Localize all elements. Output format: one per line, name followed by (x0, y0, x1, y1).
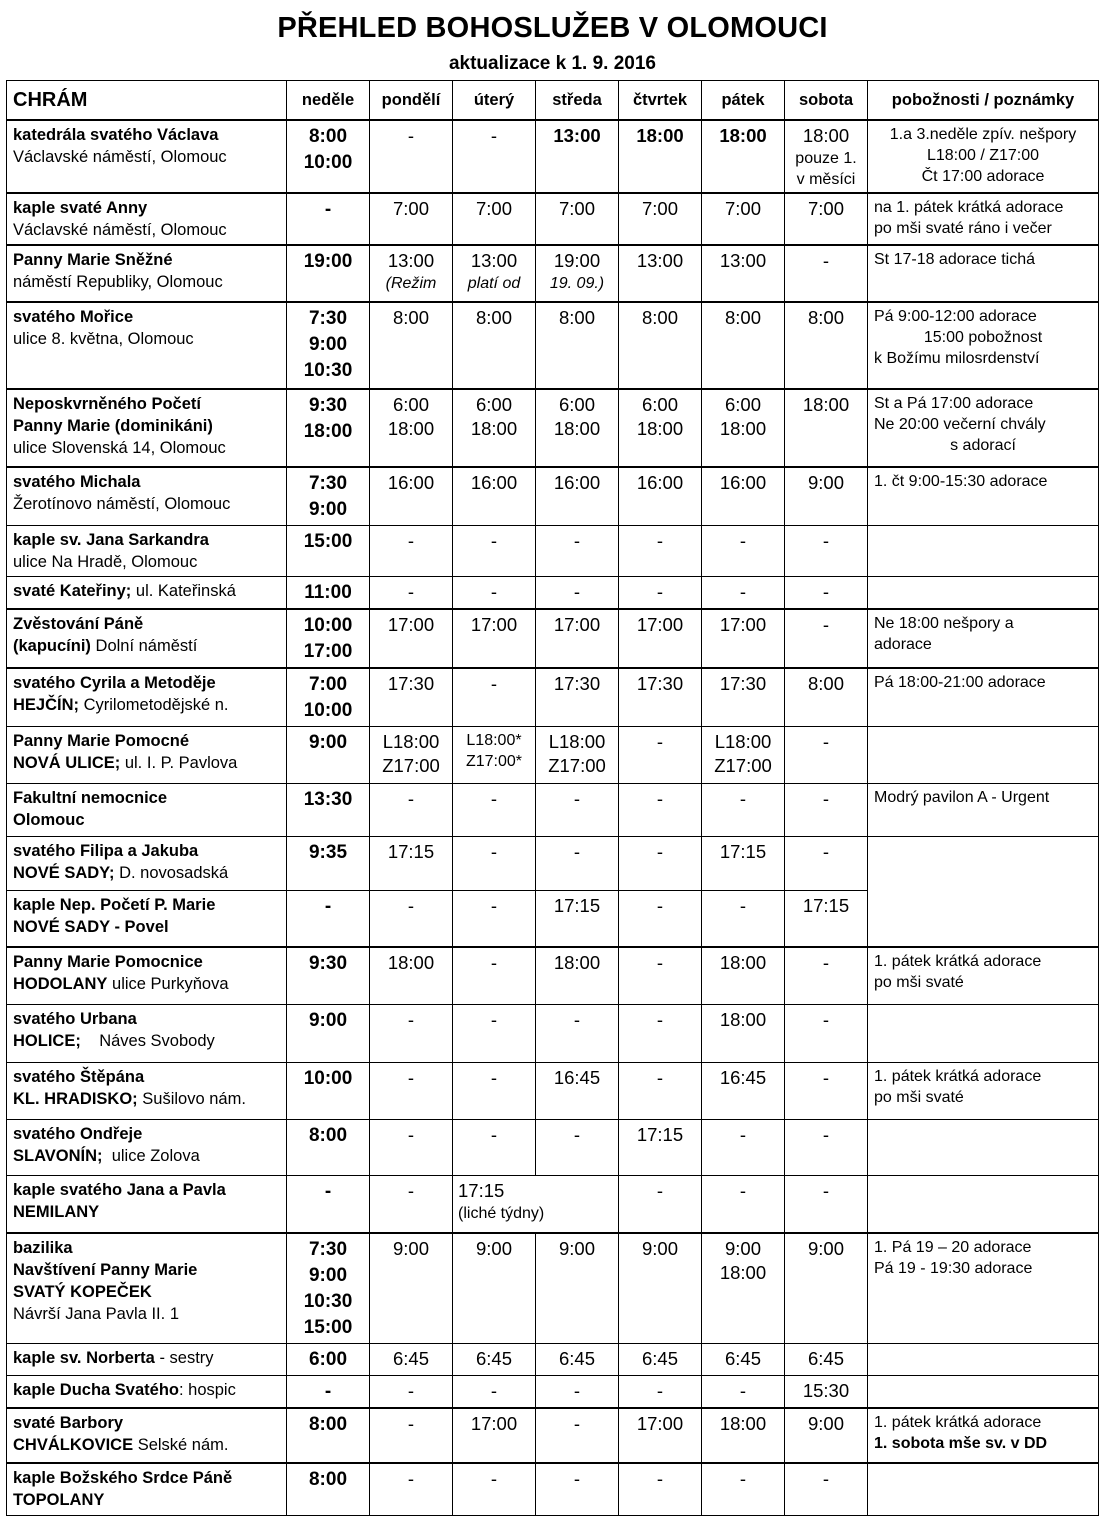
church-cell: svatého Mořice ulice 8. května, Olomouc (7, 302, 287, 389)
table-row (7, 1233, 1099, 1344)
sunday-cell: 11:00 (287, 577, 370, 610)
thursday-cell: 9:00 (619, 1233, 702, 1344)
tuesday-cell: 17:00 (453, 1408, 536, 1463)
monday-cell: - (370, 577, 453, 610)
monday-cell: 16:00 (370, 467, 453, 526)
monday-cell: - (370, 1463, 453, 1516)
sunday-cell: - (287, 1375, 370, 1408)
monday-cell: L18:00 Z17:00 (370, 727, 453, 784)
church-cell: svatého Ondřeje SLAVONÍN; ulice Zolova (7, 1120, 287, 1176)
monday-cell: - (370, 891, 453, 947)
notes-cell: 1. pátek krátká adorace 1. sobota mše sv. v DD (868, 1408, 1099, 1463)
sunday-cell: 9:35 (287, 837, 370, 891)
saturday-cell: - (785, 727, 868, 784)
wednesday-cell: 6:45 (536, 1343, 619, 1375)
friday-cell: 16:45 (702, 1063, 785, 1120)
header-friday: pátek (702, 81, 785, 121)
thursday-cell: - (619, 727, 702, 784)
sunday-cell: 7:30 9:00 10:30 (287, 302, 370, 389)
friday-cell: 17:30 (702, 668, 785, 727)
tuesday-wednesday-cell: 17:15 (liché týdny) (453, 1176, 619, 1233)
table-row (7, 193, 1099, 245)
thursday-cell: 6:45 (619, 1343, 702, 1375)
saturday-cell: 9:00 (785, 1233, 868, 1344)
tuesday-cell: - (453, 784, 536, 837)
wednesday-cell: 19:00 19. 09.) (536, 245, 619, 302)
wednesday-cell: 7:00 (536, 193, 619, 245)
sunday-cell: 9:30 (287, 947, 370, 1005)
monday-cell: 18:00 (370, 947, 453, 1005)
notes-cell (868, 837, 1099, 947)
church-cell: svatého Cyrila a Metoděje HEJČÍN; Cyrilometodějské n. (7, 668, 287, 727)
friday-cell: 18:00 (702, 947, 785, 1005)
page-subtitle: aktualizace k 1. 9. 2016 (448, 53, 657, 74)
monday-cell: - (370, 1375, 453, 1408)
saturday-cell: 7:00 (785, 193, 868, 245)
saturday-cell: - (785, 1005, 868, 1063)
table-row (7, 947, 1099, 1005)
thursday-cell: 17:15 (619, 1120, 702, 1176)
saturday-cell: 8:00 (785, 302, 868, 389)
saturday-cell: 6:45 (785, 1343, 868, 1375)
wednesday-cell: - (536, 1005, 619, 1063)
friday-cell: 18:00 (702, 1005, 785, 1063)
notes-cell: 1. čt 9:00-15:30 adorace (868, 467, 1099, 526)
wednesday-cell: 13:00 (536, 120, 619, 193)
notes-cell: 1. pátek krátká adorace po mši svaté (868, 947, 1099, 1005)
monday-cell: 13:00 (Režim (370, 245, 453, 302)
church-cell: Panny Marie Pomocné NOVÁ ULICE; ul. I. P. Pavlova (7, 727, 287, 784)
sunday-cell: 7:00 10:00 (287, 668, 370, 727)
tuesday-cell: - (453, 120, 536, 193)
notes-cell: St 17-18 adorace tichá (868, 245, 1099, 302)
friday-cell: L18:00 Z17:00 (702, 727, 785, 784)
table-row (7, 467, 1099, 526)
saturday-cell: 9:00 (785, 467, 868, 526)
notes-cell (868, 727, 1099, 784)
church-cell: svatého Štěpána KL. HRADISKO; Sušilovo nám. (7, 1063, 287, 1120)
wednesday-cell: - (536, 1375, 619, 1408)
friday-cell: 9:00 18:00 (702, 1233, 785, 1344)
sunday-cell: 9:00 (287, 1005, 370, 1063)
tuesday-cell: L18:00* Z17:00* (453, 727, 536, 784)
sunday-cell: 19:00 (287, 245, 370, 302)
church-cell: Fakultní nemocnice Olomouc (7, 784, 287, 837)
tuesday-cell: - (453, 891, 536, 947)
church-cell: kaple sv. Jana Sarkandra ulice Na Hradě, Olomouc (7, 526, 287, 577)
tuesday-cell: 7:00 (453, 193, 536, 245)
sunday-cell: 8:00 (287, 1408, 370, 1463)
notes-cell: Pá 9:00-12:00 adorace 15:00 pobožnost k Božímu milosrdenství (868, 302, 1099, 389)
monday-cell: 17:00 (370, 609, 453, 668)
wednesday-cell: 16:00 (536, 467, 619, 526)
table-row (7, 1408, 1099, 1463)
church-cell: bazilika Navštívení Panny Marie SVATÝ KOPEČEK Návrší Jana Pavla II. 1 (7, 1233, 287, 1344)
wednesday-cell: - (536, 784, 619, 837)
tuesday-cell: - (453, 947, 536, 1005)
monday-cell: 17:30 (370, 668, 453, 727)
notes-cell: na 1. pátek krátká adorace po mši svaté ráno i večer (868, 193, 1099, 245)
tuesday-cell: - (453, 1463, 536, 1516)
table-row (7, 302, 1099, 389)
church-cell: svaté Kateřiny; ul. Kateřinská (7, 577, 287, 610)
thursday-cell: - (619, 947, 702, 1005)
tuesday-cell: 17:00 (453, 609, 536, 668)
saturday-cell: - (785, 1063, 868, 1120)
friday-cell: 13:00 (702, 245, 785, 302)
wednesday-cell: - (536, 1463, 619, 1516)
tuesday-cell: - (453, 526, 536, 577)
saturday-cell: - (785, 1176, 868, 1233)
saturday-cell: - (785, 1463, 868, 1516)
church-cell: Panny Marie Pomocnice HODOLANY ulice Purkyňova (7, 947, 287, 1005)
notes-cell (868, 1463, 1099, 1516)
notes-cell: St a Pá 17:00 adorace Ne 20:00 večerní chvály s adorací (868, 389, 1099, 467)
header-monday: pondělí (370, 81, 453, 121)
friday-cell: 16:00 (702, 467, 785, 526)
thursday-cell: - (619, 577, 702, 610)
thursday-cell: 13:00 (619, 245, 702, 302)
church-cell: Neposkvrněného Početí Panny Marie (dominikáni) ulice Slovenská 14, Olomouc (7, 389, 287, 467)
notes-cell: Ne 18:00 nešpory a adorace (868, 609, 1099, 668)
header-notes: pobožnosti / poznámky (868, 81, 1099, 121)
header-row (7, 81, 1099, 121)
thursday-cell: 17:30 (619, 668, 702, 727)
tuesday-cell: 6:00 18:00 (453, 389, 536, 467)
saturday-cell: - (785, 837, 868, 891)
church-cell: kaple Božského Srdce Páně TOPOLANY (7, 1463, 287, 1516)
saturday-cell: 9:00 (785, 1408, 868, 1463)
sunday-cell: 9:00 (287, 727, 370, 784)
table-row (7, 526, 1099, 577)
monday-cell: - (370, 784, 453, 837)
thursday-cell: - (619, 1005, 702, 1063)
tuesday-cell: 16:00 (453, 467, 536, 526)
tuesday-cell: - (453, 577, 536, 610)
church-cell: svatého Urbana HOLICE; Náves Svobody (7, 1005, 287, 1063)
table-row (7, 609, 1099, 668)
wednesday-cell: - (536, 526, 619, 577)
monday-cell: - (370, 120, 453, 193)
friday-cell: - (702, 1463, 785, 1516)
notes-cell: Pá 18:00-21:00 adorace (868, 668, 1099, 727)
friday-cell: 8:00 (702, 302, 785, 389)
wednesday-cell: 6:00 18:00 (536, 389, 619, 467)
friday-cell: 6:00 18:00 (702, 389, 785, 467)
sunday-cell: 8:00 10:00 (287, 120, 370, 193)
wednesday-cell: 18:00 (536, 947, 619, 1005)
tuesday-cell: 8:00 (453, 302, 536, 389)
tuesday-cell: 9:00 (453, 1233, 536, 1344)
saturday-cell: 17:15 (785, 891, 868, 947)
church-cell: kaple Ducha Svatého: hospic (7, 1375, 287, 1408)
wednesday-cell: - (536, 837, 619, 891)
sunday-cell: 10:00 (287, 1063, 370, 1120)
friday-cell: 6:45 (702, 1343, 785, 1375)
church-cell: kaple svatého Jana a Pavla NEMILANY (7, 1176, 287, 1233)
saturday-cell: - (785, 609, 868, 668)
wednesday-cell: - (536, 1408, 619, 1463)
wednesday-cell: 16:45 (536, 1063, 619, 1120)
table-row (7, 1463, 1099, 1516)
monday-cell: - (370, 1408, 453, 1463)
monday-cell: - (370, 1005, 453, 1063)
saturday-cell: - (785, 526, 868, 577)
friday-cell: - (702, 577, 785, 610)
table-row (7, 1343, 1099, 1375)
thursday-cell: - (619, 1375, 702, 1408)
thursday-cell: 16:00 (619, 467, 702, 526)
friday-cell: - (702, 784, 785, 837)
church-cell: svatého Michala Žerotínovo náměstí, Olomouc (7, 467, 287, 526)
schedule-table (6, 80, 1099, 1516)
church-cell: svaté Barbory CHVÁLKOVICE Selské nám. (7, 1408, 287, 1463)
thursday-cell: 7:00 (619, 193, 702, 245)
friday-cell: - (702, 1120, 785, 1176)
table-row (7, 668, 1099, 727)
notes-cell: 1. Pá 19 – 20 adorace Pá 19 - 19:30 adorace (868, 1233, 1099, 1344)
wednesday-cell: - (536, 577, 619, 610)
header-wednesday: středa (536, 81, 619, 121)
monday-cell: - (370, 1063, 453, 1120)
thursday-cell: - (619, 1463, 702, 1516)
tuesday-cell: - (453, 1120, 536, 1176)
wednesday-cell: L18:00 Z17:00 (536, 727, 619, 784)
header-sunday: neděle (287, 81, 370, 121)
monday-cell: 6:00 18:00 (370, 389, 453, 467)
notes-cell: 1.a 3.neděle zpív. nešpory L18:00 / Z17:00 Čt 17:00 adorace (868, 120, 1099, 193)
table-row (7, 577, 1099, 610)
page-title: PŘEHLED BOHOSLUŽEB V OLOMOUCI (277, 12, 828, 44)
sunday-cell: 7:30 9:00 10:30 15:00 (287, 1233, 370, 1344)
sunday-cell: 6:00 (287, 1343, 370, 1375)
tuesday-cell: - (453, 1005, 536, 1063)
friday-cell: - (702, 526, 785, 577)
friday-cell: 18:00 (702, 1408, 785, 1463)
friday-cell: 18:00 (702, 120, 785, 193)
notes-cell (868, 1005, 1099, 1063)
friday-cell: - (702, 1176, 785, 1233)
thursday-cell: - (619, 784, 702, 837)
saturday-cell: - (785, 577, 868, 610)
friday-cell: - (702, 1375, 785, 1408)
notes-cell (868, 1375, 1099, 1408)
sunday-cell: 10:00 17:00 (287, 609, 370, 668)
saturday-cell: 15:30 (785, 1375, 868, 1408)
tuesday-cell: 6:45 (453, 1343, 536, 1375)
friday-cell: 7:00 (702, 193, 785, 245)
sunday-cell: 9:30 18:00 (287, 389, 370, 467)
notes-cell (868, 1120, 1099, 1176)
header-church: CHRÁM (7, 81, 287, 121)
sunday-cell: 8:00 (287, 1463, 370, 1516)
header-tuesday: úterý (453, 81, 536, 121)
table-row (7, 245, 1099, 302)
saturday-cell: - (785, 245, 868, 302)
wednesday-cell: 17:00 (536, 609, 619, 668)
table-row (7, 837, 1099, 891)
church-cell: Panny Marie Sněžné náměstí Republiky, Olomouc (7, 245, 287, 302)
wednesday-cell: 9:00 (536, 1233, 619, 1344)
saturday-cell: - (785, 947, 868, 1005)
sunday-cell: 13:30 (287, 784, 370, 837)
wednesday-cell: 8:00 (536, 302, 619, 389)
thursday-cell: 8:00 (619, 302, 702, 389)
notes-cell (868, 526, 1099, 577)
table-row (7, 120, 1099, 193)
sunday-cell: - (287, 891, 370, 947)
tuesday-cell: - (453, 1063, 536, 1120)
monday-cell: 7:00 (370, 193, 453, 245)
saturday-cell: 18:00 pouze 1. v měsíci (785, 120, 868, 193)
friday-cell: - (702, 891, 785, 947)
wednesday-cell: - (536, 1120, 619, 1176)
thursday-cell: 6:00 18:00 (619, 389, 702, 467)
table-row (7, 1375, 1099, 1408)
thursday-cell: 17:00 (619, 1408, 702, 1463)
saturday-cell: 8:00 (785, 668, 868, 727)
sunday-cell: - (287, 193, 370, 245)
notes-cell (868, 577, 1099, 610)
church-cell: svatého Filipa a Jakuba NOVÉ SADY; D. novosadská (7, 837, 287, 891)
header-thursday: čtvrtek (619, 81, 702, 121)
friday-cell: 17:00 (702, 609, 785, 668)
table-row (7, 1005, 1099, 1063)
thursday-cell: 17:00 (619, 609, 702, 668)
monday-cell: 17:15 (370, 837, 453, 891)
monday-cell: - (370, 1176, 453, 1233)
table-row (7, 784, 1099, 837)
wednesday-cell: 17:15 (536, 891, 619, 947)
sunday-cell: - (287, 1176, 370, 1233)
thursday-cell: 18:00 (619, 120, 702, 193)
thursday-cell: - (619, 837, 702, 891)
thursday-cell: - (619, 1063, 702, 1120)
notes-cell: 1. pátek krátká adorace po mši svaté (868, 1063, 1099, 1120)
header-saturday: sobota (785, 81, 868, 121)
friday-cell: 17:15 (702, 837, 785, 891)
tuesday-cell: 13:00 platí od (453, 245, 536, 302)
table-row (7, 389, 1099, 467)
table-row (7, 1120, 1099, 1176)
saturday-cell: - (785, 784, 868, 837)
thursday-cell: - (619, 891, 702, 947)
sunday-cell: 8:00 (287, 1120, 370, 1176)
saturday-cell: - (785, 1120, 868, 1176)
tuesday-cell: - (453, 668, 536, 727)
monday-cell: 9:00 (370, 1233, 453, 1344)
church-cell: kaple sv. Norberta - sestry (7, 1343, 287, 1375)
monday-cell: - (370, 1120, 453, 1176)
table-row (7, 727, 1099, 784)
monday-cell: 6:45 (370, 1343, 453, 1375)
notes-cell: Modrý pavilon A - Urgent (868, 784, 1099, 837)
thursday-cell: - (619, 1176, 702, 1233)
tuesday-cell: - (453, 837, 536, 891)
table-row (7, 1063, 1099, 1120)
wednesday-cell: 17:30 (536, 668, 619, 727)
monday-cell: - (370, 526, 453, 577)
sunday-cell: 15:00 (287, 526, 370, 577)
notes-cell (868, 1343, 1099, 1375)
thursday-cell: - (619, 526, 702, 577)
church-cell: Zvěstování Páně (kapucíni) Dolní náměstí (7, 609, 287, 668)
church-cell: kaple Nep. Početí P. Marie NOVÉ SADY - Povel (7, 891, 287, 947)
tuesday-cell: - (453, 1375, 536, 1408)
table-row (7, 1176, 1099, 1233)
monday-cell: 8:00 (370, 302, 453, 389)
church-cell: katedrála svatého Václava Václavské náměstí, Olomouc (7, 120, 287, 193)
notes-cell (868, 1176, 1099, 1233)
saturday-cell: 18:00 (785, 389, 868, 467)
sunday-cell: 7:30 9:00 (287, 467, 370, 526)
church-cell: kaple svaté Anny Václavské náměstí, Olomouc (7, 193, 287, 245)
